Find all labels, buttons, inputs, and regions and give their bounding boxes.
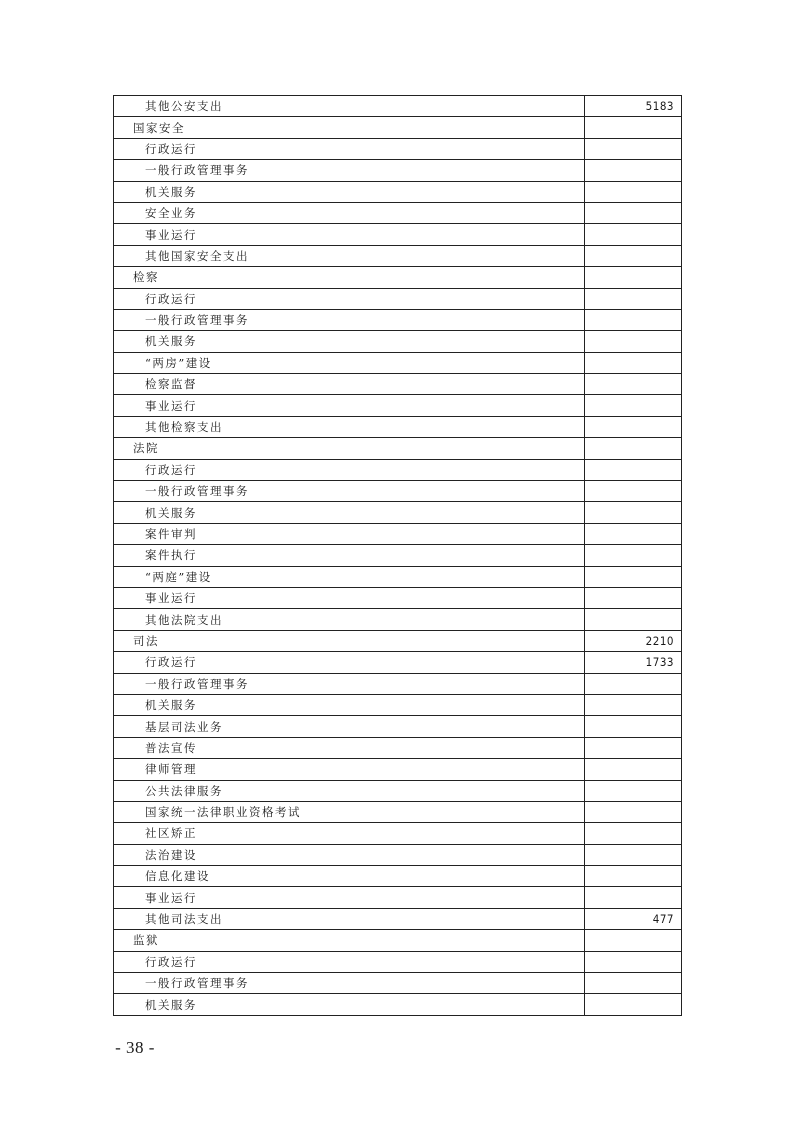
page-number: - 38 - bbox=[115, 1038, 155, 1057]
amount-cell bbox=[585, 288, 682, 309]
table-row bbox=[114, 545, 682, 566]
amount-cell bbox=[585, 395, 682, 416]
amount-cell bbox=[585, 202, 682, 223]
item-name-cell: 事业运行 bbox=[114, 224, 585, 245]
table-row bbox=[114, 866, 682, 887]
table-row bbox=[114, 502, 682, 523]
amount-cell bbox=[585, 866, 682, 887]
table-row bbox=[114, 587, 682, 608]
item-name-cell: 一般行政管理事务 bbox=[114, 309, 585, 330]
table-row bbox=[114, 117, 682, 138]
item-name-cell: 机关服务 bbox=[114, 994, 585, 1015]
item-name-cell: 事业运行 bbox=[114, 587, 585, 608]
item-name-cell: 一般行政管理事务 bbox=[114, 481, 585, 502]
table-row bbox=[114, 202, 682, 223]
table-row bbox=[114, 930, 682, 951]
amount-cell bbox=[585, 224, 682, 245]
item-name-cell: 其他检察支出 bbox=[114, 416, 585, 437]
table-row bbox=[114, 973, 682, 994]
budget-expenditure-table bbox=[113, 95, 682, 1016]
table-row bbox=[114, 951, 682, 972]
amount-cell bbox=[585, 481, 682, 502]
item-name-cell: 国家统一法律职业资格考试 bbox=[114, 801, 585, 822]
item-name-cell: 社区矫正 bbox=[114, 823, 585, 844]
amount-cell bbox=[585, 844, 682, 865]
category-name-cell: 法院 bbox=[114, 438, 585, 459]
item-name-cell: 其他司法支出 bbox=[114, 908, 585, 929]
table-row bbox=[114, 395, 682, 416]
amount-cell bbox=[585, 759, 682, 780]
item-name-cell: 行政运行 bbox=[114, 288, 585, 309]
amount-cell: 1733 bbox=[585, 652, 682, 673]
item-name-cell: 机关服务 bbox=[114, 331, 585, 352]
table-row bbox=[114, 459, 682, 480]
item-name-cell: 信息化建设 bbox=[114, 866, 585, 887]
amount-cell bbox=[585, 502, 682, 523]
amount-cell bbox=[585, 438, 682, 459]
amount-cell bbox=[585, 459, 682, 480]
amount-cell bbox=[585, 523, 682, 544]
amount-cell bbox=[585, 245, 682, 266]
amount-cell bbox=[585, 138, 682, 159]
amount-cell bbox=[585, 609, 682, 630]
amount-cell bbox=[585, 331, 682, 352]
table-row bbox=[114, 309, 682, 330]
table-row bbox=[114, 566, 682, 587]
item-name-cell: 行政运行 bbox=[114, 652, 585, 673]
item-name-cell: 一般行政管理事务 bbox=[114, 973, 585, 994]
item-name-cell: 行政运行 bbox=[114, 459, 585, 480]
amount-cell bbox=[585, 801, 682, 822]
table-row bbox=[114, 224, 682, 245]
table-body bbox=[114, 96, 682, 1016]
category-name-cell: 司法 bbox=[114, 630, 585, 651]
item-name-cell: 律师管理 bbox=[114, 759, 585, 780]
table-row bbox=[114, 138, 682, 159]
item-name-cell: 案件执行 bbox=[114, 545, 585, 566]
item-name-cell: 基层司法业务 bbox=[114, 716, 585, 737]
item-name-cell: 其他法院支出 bbox=[114, 609, 585, 630]
item-name-cell: 一般行政管理事务 bbox=[114, 673, 585, 694]
amount-cell bbox=[585, 352, 682, 373]
item-name-cell: “两庭”建设 bbox=[114, 566, 585, 587]
item-name-cell: 机关服务 bbox=[114, 502, 585, 523]
category-name-cell: 监狱 bbox=[114, 930, 585, 951]
item-name-cell: 其他公安支出 bbox=[114, 96, 585, 117]
table-row bbox=[114, 994, 682, 1015]
table-row bbox=[114, 716, 682, 737]
table-row bbox=[114, 908, 682, 929]
table-row bbox=[114, 801, 682, 822]
item-name-cell: 事业运行 bbox=[114, 395, 585, 416]
item-name-cell: 行政运行 bbox=[114, 138, 585, 159]
table-row bbox=[114, 694, 682, 715]
table-row bbox=[114, 780, 682, 801]
table-row bbox=[114, 887, 682, 908]
amount-cell bbox=[585, 973, 682, 994]
table-row bbox=[114, 331, 682, 352]
amount-cell: 477 bbox=[585, 908, 682, 929]
amount-cell bbox=[585, 994, 682, 1015]
table-row bbox=[114, 160, 682, 181]
table-row bbox=[114, 759, 682, 780]
table-row bbox=[114, 609, 682, 630]
amount-cell bbox=[585, 930, 682, 951]
table-row bbox=[114, 523, 682, 544]
amount-cell bbox=[585, 780, 682, 801]
table-row bbox=[114, 288, 682, 309]
amount-cell bbox=[585, 694, 682, 715]
amount-cell bbox=[585, 309, 682, 330]
table-row bbox=[114, 267, 682, 288]
table-row bbox=[114, 181, 682, 202]
amount-cell bbox=[585, 160, 682, 181]
table-row bbox=[114, 673, 682, 694]
amount-cell bbox=[585, 716, 682, 737]
category-name-cell: 检察 bbox=[114, 267, 585, 288]
table-row bbox=[114, 630, 682, 651]
item-name-cell: 法治建设 bbox=[114, 844, 585, 865]
amount-cell bbox=[585, 587, 682, 608]
amount-cell: 5183 bbox=[585, 96, 682, 117]
amount-cell bbox=[585, 823, 682, 844]
table-row bbox=[114, 438, 682, 459]
amount-cell bbox=[585, 117, 682, 138]
table-row bbox=[114, 245, 682, 266]
item-name-cell: 检察监督 bbox=[114, 374, 585, 395]
table-row bbox=[114, 481, 682, 502]
amount-cell bbox=[585, 181, 682, 202]
table-row bbox=[114, 823, 682, 844]
table-row bbox=[114, 374, 682, 395]
table-row bbox=[114, 352, 682, 373]
item-name-cell: “两房”建设 bbox=[114, 352, 585, 373]
item-name-cell: 事业运行 bbox=[114, 887, 585, 908]
amount-cell bbox=[585, 545, 682, 566]
item-name-cell: 普法宣传 bbox=[114, 737, 585, 758]
amount-cell bbox=[585, 951, 682, 972]
item-name-cell: 案件审判 bbox=[114, 523, 585, 544]
amount-cell bbox=[585, 267, 682, 288]
amount-cell bbox=[585, 374, 682, 395]
table-row bbox=[114, 416, 682, 437]
item-name-cell: 公共法律服务 bbox=[114, 780, 585, 801]
table-row bbox=[114, 844, 682, 865]
table-row bbox=[114, 652, 682, 673]
category-name-cell: 国家安全 bbox=[114, 117, 585, 138]
item-name-cell: 行政运行 bbox=[114, 951, 585, 972]
table-row bbox=[114, 96, 682, 117]
amount-cell bbox=[585, 566, 682, 587]
amount-cell: 2210 bbox=[585, 630, 682, 651]
item-name-cell: 机关服务 bbox=[114, 181, 585, 202]
amount-cell bbox=[585, 737, 682, 758]
item-name-cell: 其他国家安全支出 bbox=[114, 245, 585, 266]
item-name-cell: 一般行政管理事务 bbox=[114, 160, 585, 181]
table-row bbox=[114, 737, 682, 758]
amount-cell bbox=[585, 673, 682, 694]
item-name-cell: 机关服务 bbox=[114, 694, 585, 715]
item-name-cell: 安全业务 bbox=[114, 202, 585, 223]
amount-cell bbox=[585, 887, 682, 908]
amount-cell bbox=[585, 416, 682, 437]
